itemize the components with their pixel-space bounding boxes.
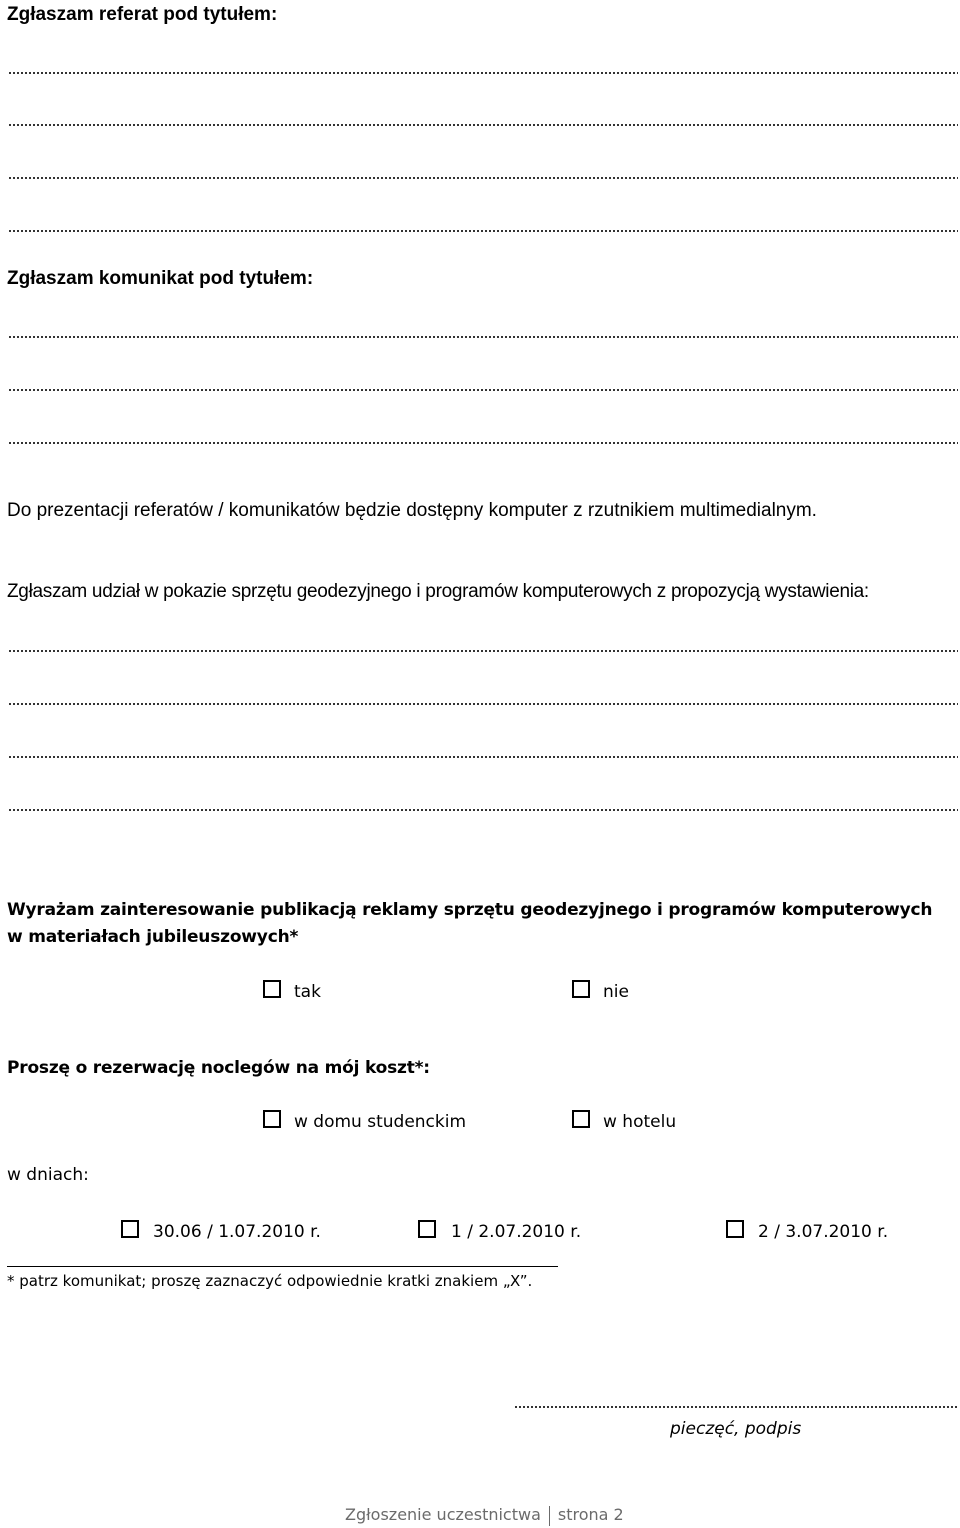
dorm-checkbox[interactable] [263, 1110, 281, 1128]
pokaz-line-3[interactable] [8, 756, 958, 758]
komunikat-heading: Zgłaszam komunikat pod tytułem: [7, 268, 314, 289]
dorm-label: w domu studenckim [294, 1112, 467, 1132]
referat-title-line-1[interactable] [8, 72, 958, 74]
pokaz-heading: Zgłaszam udział w pokazie sprzętu geodezyjnego i programów komputerowych z propozycją wystawienia: [7, 581, 869, 602]
komunikat-title-line-1[interactable] [8, 336, 958, 338]
reklama-text-line-2: w materiałach jubileuszowych* [7, 927, 299, 947]
date-3-label: 2 / 3.07.2010 r. [758, 1222, 889, 1242]
hotel-label: w hotelu [603, 1112, 677, 1132]
days-label: w dniach: [7, 1165, 89, 1185]
pokaz-line-1[interactable] [8, 650, 958, 652]
footer-separator [549, 1506, 550, 1526]
hotel-checkbox[interactable] [572, 1110, 590, 1128]
footnote-separator [7, 1266, 558, 1267]
signature-line[interactable] [514, 1406, 958, 1408]
referat-title-line-3[interactable] [8, 177, 958, 179]
date-2-label: 1 / 2.07.2010 r. [451, 1222, 582, 1242]
reklama-yes-checkbox[interactable] [263, 980, 281, 998]
referat-title-line-2[interactable] [8, 124, 958, 126]
signature-label: pieczęć, podpis [670, 1419, 802, 1439]
date-1-label: 30.06 / 1.07.2010 r. [153, 1222, 321, 1242]
footnote: * patrz komunikat; proszę zaznaczyć odpowiednie kratki znakiem „X”. [7, 1272, 533, 1290]
date-2-checkbox[interactable] [418, 1220, 436, 1238]
reklama-text-line-1: Wyrażam zainteresowanie publikacją reklamy sprzętu geodezyjnego i programów komputerowych [7, 900, 933, 920]
komunikat-title-line-2[interactable] [8, 389, 958, 391]
reklama-no-checkbox[interactable] [572, 980, 590, 998]
footer-title: Zgłoszenie uczestnictwa [345, 1505, 541, 1524]
noclegi-heading: Proszę o rezerwację noclegów na mój koszt*: [7, 1058, 430, 1078]
reklama-no-label: nie [603, 982, 629, 1002]
pokaz-line-4[interactable] [8, 809, 958, 811]
pokaz-line-2[interactable] [8, 703, 958, 705]
referat-heading: Zgłaszam referat pod tytułem: [7, 4, 278, 25]
referat-title-line-4[interactable] [8, 230, 958, 232]
page-footer [345, 1505, 624, 1526]
komunikat-title-line-3[interactable] [8, 442, 958, 444]
date-3-checkbox[interactable] [726, 1220, 744, 1238]
presentation-note: Do prezentacji referatów / komunikatów będzie dostępny komputer z rzutnikiem multimedialnym. [7, 500, 817, 521]
date-1-checkbox[interactable] [121, 1220, 139, 1238]
reklama-yes-label: tak [294, 982, 321, 1002]
footer-page-number: strona 2 [557, 1505, 624, 1524]
